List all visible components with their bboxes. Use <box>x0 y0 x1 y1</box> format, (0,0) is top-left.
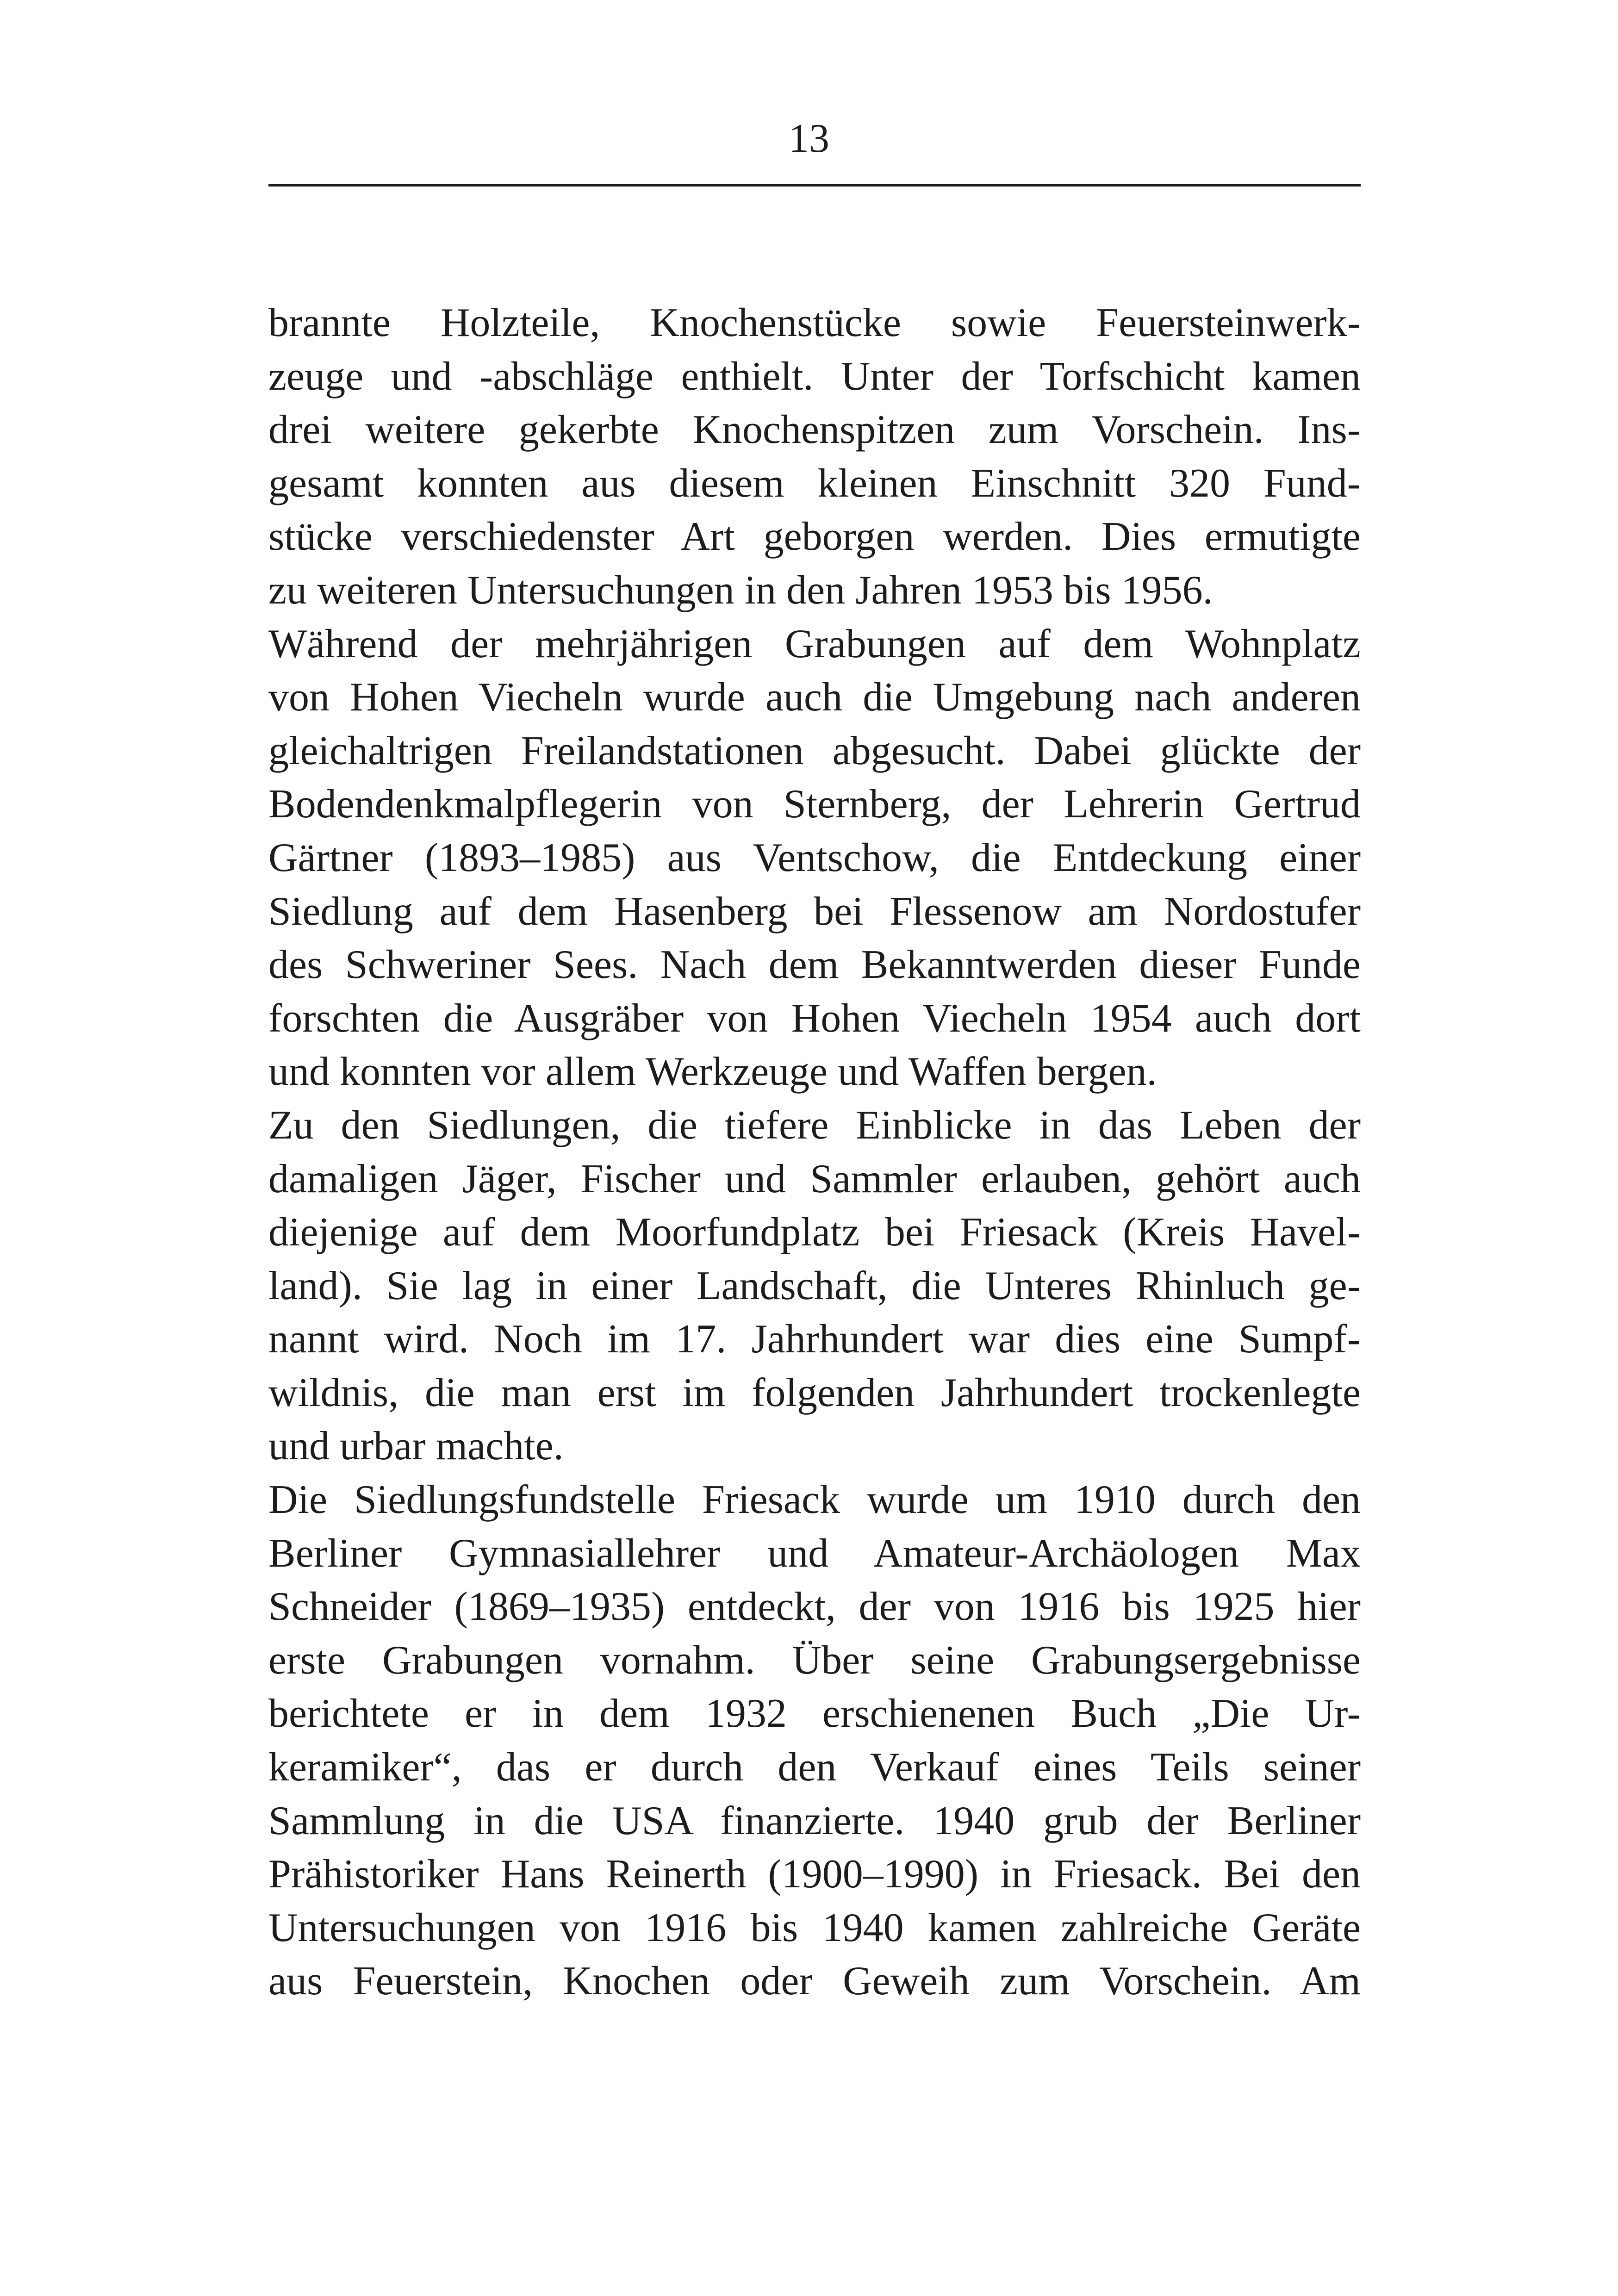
text-line: aus Feuerstein, Knochen oder Geweih zum Vorschein. Am <box>268 1959 1361 2004</box>
text-line: Prähistoriker Hans Reinerth (1900–1990) in Friesack. Bei den <box>268 1852 1361 1897</box>
text-line: Bodendenkmalpflegerin von Sternberg, der Lehrerin Gertrud <box>268 782 1361 827</box>
text-line: Berliner Gymnasiallehrer und Amateur-Archäologen Max <box>268 1531 1361 1576</box>
text-line: Gärtner (1893–1985) aus Ventschow, die Entdeckung einer <box>268 835 1361 880</box>
text-line: wildnis, die man erst im folgenden Jahrhundert trockenlegte <box>268 1370 1361 1415</box>
text-line: gesamt konnten aus diesem kleinen Einschnitt 320 Fund- <box>268 460 1361 506</box>
text-line: Die Siedlungsfundstelle Friesack wurde um 1910 durch den <box>268 1477 1361 1523</box>
body-text <box>268 296 1361 2008</box>
page-number: 13 <box>789 116 829 161</box>
text-line: forschten die Ausgräber von Hohen Viecheln 1954 auch dort <box>268 996 1361 1041</box>
text-line: brannte Holzteile, Knochenstücke sowie Feuersteinwerk- <box>268 300 1361 345</box>
text-line: Siedlung auf dem Hasenberg bei Flessenow am Nordostufer <box>268 889 1361 934</box>
text-line: stücke verschiedenster Art geborgen werden. Dies ermutigte <box>268 514 1361 560</box>
text-line: Untersuchungen von 1916 bis 1940 kamen zahlreiche Geräte <box>268 1905 1361 1950</box>
text-line: damaligen Jäger, Fischer und Sammler erlauben, gehört auch <box>268 1156 1361 1201</box>
text-line: keramiker“, das er durch den Verkauf eines Teils seiner <box>268 1745 1361 1790</box>
text-line: drei weitere gekerbte Knochenspitzen zum Vorschein. Ins- <box>268 407 1361 453</box>
text-line: zeuge und -abschläge enthielt. Unter der Torfschicht kamen <box>268 354 1361 399</box>
text-line: gleichaltrigen Freilandstationen abgesucht. Dabei glückte der <box>268 728 1361 773</box>
text-line: erste Grabungen vornahm. Über seine Grabungsergebnisse <box>268 1637 1361 1683</box>
text-line: Schneider (1869–1935) entdeckt, der von 1916 bis 1925 hier <box>268 1584 1361 1630</box>
header-rule <box>268 184 1361 187</box>
text-line: des Schweriner Sees. Nach dem Bekanntwerden dieser Funde <box>268 942 1361 988</box>
text-line: land). Sie lag in einer Landschaft, die Unteres Rhinluch ge- <box>268 1263 1361 1308</box>
text-line: und konnten vor allem Werkzeuge und Waffen bergen. <box>268 1049 1157 1095</box>
text-line: Zu den Siedlungen, die tiefere Einblicke in das Leben der <box>268 1102 1361 1148</box>
text-line: nannt wird. Noch im 17. Jahrhundert war dies eine Sumpf- <box>268 1317 1361 1362</box>
text-line: diejenige auf dem Moorfundplatz bei Friesack (Kreis Havel- <box>268 1210 1361 1255</box>
text-line: berichtete er in dem 1932 erschienenen Buch „Die Ur- <box>268 1691 1361 1736</box>
text-line: zu weiteren Untersuchungen in den Jahren 1953 bis 1956. <box>268 567 1213 613</box>
text-line: Während der mehrjährigen Grabungen auf dem Wohnplatz <box>268 621 1361 666</box>
text-line: Sammlung in die USA finanzierte. 1940 grub der Berliner <box>268 1798 1361 1843</box>
text-line: und urbar machte. <box>268 1424 564 1469</box>
text-line: von Hohen Viecheln wurde auch die Umgebung nach anderen <box>268 675 1361 720</box>
